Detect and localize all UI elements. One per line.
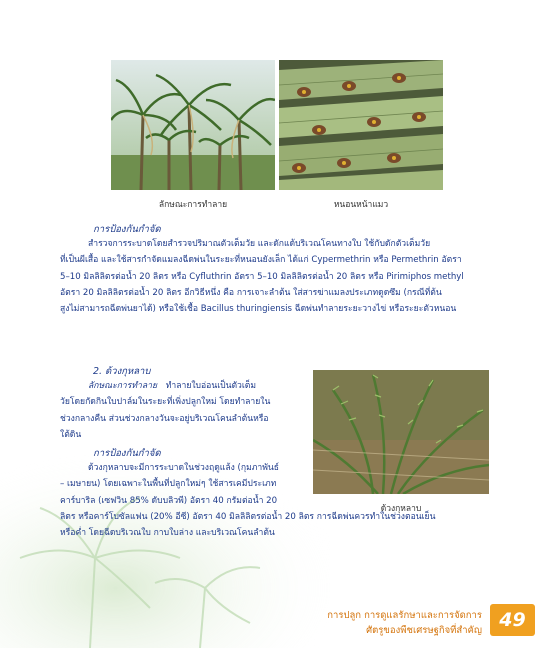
section1-line: ที่เป็นผีเสื้อ และใช้สารกำจัดแมลงฉีดพ่นในระยะที่หนอนยังเล็ก ได้แก่ Cypermethrin หรือ Permethrin อัตรา [60, 255, 462, 266]
damage-photo [111, 60, 275, 190]
section2-damage-heading: ลักษณะการทำลาย [88, 381, 157, 391]
page-number: 49 [499, 609, 526, 631]
section2-damage-line: ลักษณะการทำลาย ทำลายใบอ่อนเป็นตัวเต็ม [88, 381, 257, 391]
caterpillar-photo [279, 60, 443, 190]
section2-control-line: หรือค่ำ โดยฉีดบริเวณใบ กาบใบล่าง และบริเวณโคนลำต้น [60, 528, 275, 539]
section1-paragraph [60, 236, 488, 317]
section2-control-paragraph [60, 460, 310, 509]
footer-book-title-line1: การปลูก การดูแลรักษาและการจัดการ [327, 610, 482, 621]
caterpillar-photo-caption: หนอนหน้าแมว [333, 200, 389, 210]
section2-damage-line: ใต้ดิน [60, 429, 82, 440]
section2-damage-line: ช่วงกลางคืน ส่วนช่วงกลางวันจะอยู่บริเวณโคนลำต้นหรือ [60, 413, 269, 424]
section1-line: สูงไม่สามารถฉีดพ่นยาได้) หรือใช้เชื้อ Bacillus thuringiensis ฉีดพ่นทำลายระยะวางไข่ หรือระยะตัวหนอน [60, 304, 457, 315]
section2-control-line: – เมษายน) โดยเฉพาะในพื้นที่ปลูกใหม่ๆ ใช้สารเคมีประเภท [60, 479, 277, 490]
section2-control-heading: การป้องกันกำจัด [93, 448, 161, 459]
section1-line: อัตรา 20 มิลลิลิตรต่อน้ำ 20 ลิตร อีกวิธีหนึ่ง คือ การเจาะลำต้น ใส่สารฆ่าแมลงประเภทดูดซึม (กรณีที่ต้น [60, 287, 442, 298]
section2-control-line: คาร์บาริล (เซฟวิน 85% ดับบลิวพี) อัตรา 40 กรัมต่อน้ำ 20 [60, 495, 278, 506]
section2-damage-block [60, 378, 310, 443]
rose-beetle-photo [313, 370, 489, 494]
section2-damage-line: วัยโดยกัดกินใบปาล์มในระยะที่เพิ่งปลูกใหม่ โดยทำลายใน [60, 397, 271, 408]
section2-control-line: ลิตร หรือคาร์โบซัลแฟน (20% อีซี) อัตรา 40 มิลลิลิตรต่อน้ำ 20 ลิตร การฉีดพ่นควรทำในช่วงตอนเย็น [60, 512, 436, 522]
footer-book-title-line2: ศัตรูของพืชเศรษฐกิจที่สำคัญ [366, 625, 482, 636]
section2-control-line: ด้วงกุหลาบจะมีการระบาดในช่วงฤดูแล้ง (กุมภาพันธ์ [88, 463, 280, 473]
section1-line: 5–10 มิลลิลิตรต่อน้ำ 20 ลิตร หรือ Cyfluthrin อัตรา 5–10 มิลลิลิตรต่อน้ำ 20 ลิตร หรือ Pirimiphos methyl [60, 271, 464, 282]
rose-beetle-photo-caption: ด้วงกุหลาบ [380, 504, 422, 514]
section1-line: สำรวจการระบาดโดยสำรวจปริมาณตัวเต็มวัย และดักแด้บริเวณโคนทางใบ ใช้กับดักตัวเต็มวัย [88, 239, 431, 249]
section2-title: 2. ด้วงกุหลาบ [93, 366, 151, 377]
section1-control-heading: การป้องกันกำจัด [93, 224, 161, 235]
damage-photo-caption: ลักษณะการทำลาย [158, 200, 228, 210]
